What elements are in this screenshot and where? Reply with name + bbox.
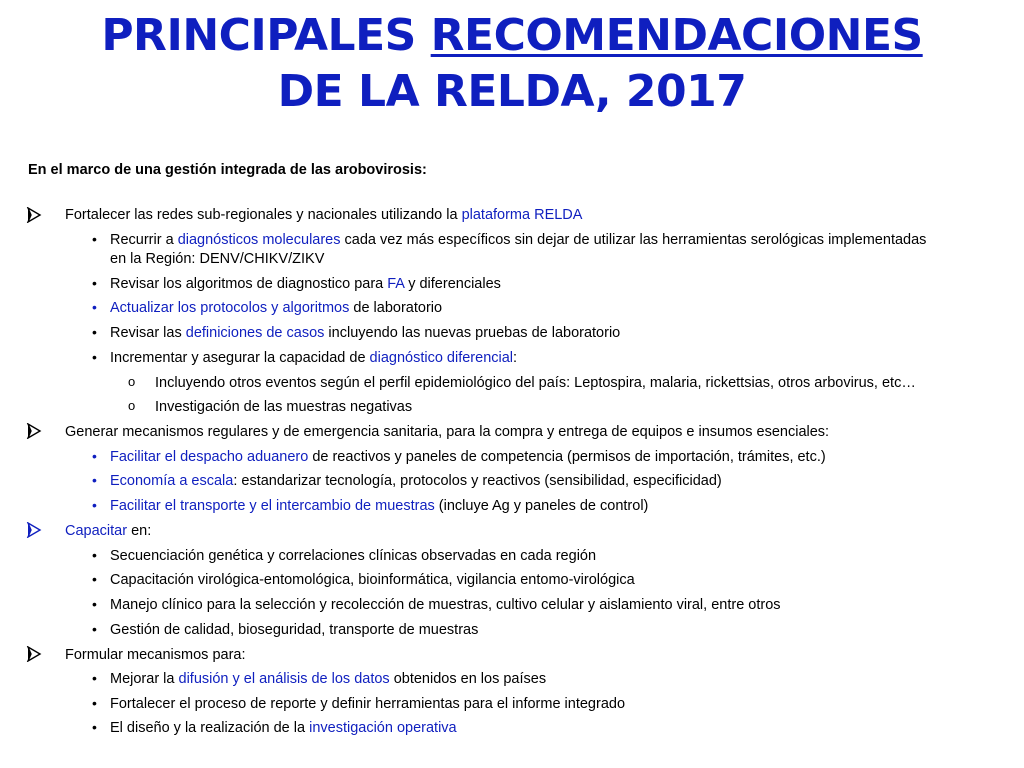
bullet-icon: • (92, 571, 97, 587)
arrow-bullet-icon (26, 522, 44, 538)
sub-list-item: Incluyendo otros eventos según el perfil epidemiológico del país: Leptospira, malaria, rickettsias, otros arbovirus, etc… (155, 375, 916, 391)
list-item: Mejorar la difusión y el análisis de los datos obtenidos en los países (110, 671, 547, 687)
list-item: Recurrir a diagnósticos moleculares cada vez más específicos sin dejar de utilizar las herramientas serológicas implementadas (110, 232, 927, 248)
list-item: Revisar los algoritmos de diagnostico para FA y diferenciales (110, 276, 501, 292)
bullet-icon: • (92, 324, 97, 340)
arrow-bullet-icon (26, 207, 44, 223)
section-4-heading: Formular mecanismos para: (65, 647, 246, 663)
section-2-heading: Generar mecanismos regulares y de emergencia sanitaria, para la compra y entrega de equipos e insumos esenciales: (65, 424, 830, 440)
list-item: Gestión de calidad, bioseguridad, transporte de muestras (110, 622, 479, 638)
title-part-2-underlined: RECOMENDACIONES (430, 10, 923, 61)
bullet-icon: • (92, 472, 97, 488)
title-part-1: PRINCIPALES (101, 10, 431, 61)
bullet-icon: • (92, 231, 97, 247)
sub-bullet-icon: o (128, 398, 136, 413)
bullet-icon: • (92, 695, 97, 711)
bullet-icon: • (92, 547, 97, 563)
section-1-heading: Fortalecer las redes sub-regionales y nacionales utilizando la plataforma RELDA (65, 207, 583, 223)
list-item: Actualizar los protocolos y algoritmos de laboratorio (110, 300, 443, 316)
title-line-2: DE LA RELDA, 2017 (277, 66, 747, 117)
bullet-icon: • (92, 670, 97, 686)
bullet-icon: • (92, 349, 97, 365)
arrow-bullet-icon (26, 423, 44, 439)
list-item: Manejo clínico para la selección y recolección de muestras, cultivo celular y aislamiento viral, entre otros (110, 597, 781, 613)
bullet-icon: • (92, 299, 97, 315)
list-item: Facilitar el transporte y el intercambio de muestras (incluye Ag y paneles de control) (110, 498, 649, 514)
intro-text: En el marco de una gestión integrada de las arobovirosis: (28, 162, 427, 178)
list-item: Incrementar y asegurar la capacidad de diagnóstico diferencial: (110, 350, 518, 366)
sub-bullet-icon: o (128, 374, 136, 389)
bullet-icon: • (92, 497, 97, 513)
sub-list-item: Investigación de las muestras negativas (155, 399, 413, 415)
list-item: Economía a escala: estandarizar tecnología, protocolos y reactivos (sensibilidad, especificidad) (110, 473, 722, 489)
list-item: Fortalecer el proceso de reporte y definir herramientas para el informe integrado (110, 696, 626, 712)
bullet-icon: • (92, 621, 97, 637)
plataforma-relda-highlight: plataforma RELDA (461, 207, 583, 223)
section-3-heading: Capacitar en: (65, 523, 152, 539)
list-item-continuation: en la Región: DENV/CHIKV/ZIKV (110, 251, 325, 267)
list-item: Facilitar el despacho aduanero de reactivos y paneles de competencia (permisos de importación, trámites, etc.) (110, 449, 826, 465)
arrow-bullet-icon (26, 646, 44, 662)
list-item: Revisar las definiciones de casos incluyendo las nuevas pruebas de laboratorio (110, 325, 621, 341)
list-item: El diseño y la realización de la investigación operativa (110, 720, 457, 736)
bullet-icon: • (92, 596, 97, 612)
list-item: Secuenciación genética y correlaciones clínicas observadas en cada región (110, 548, 597, 564)
list-item: Capacitación virológica-entomológica, bioinformática, vigilancia entomo-virológica (110, 572, 635, 588)
bullet-icon: • (92, 719, 97, 735)
bullet-icon: • (92, 448, 97, 464)
bullet-icon: • (92, 275, 97, 291)
